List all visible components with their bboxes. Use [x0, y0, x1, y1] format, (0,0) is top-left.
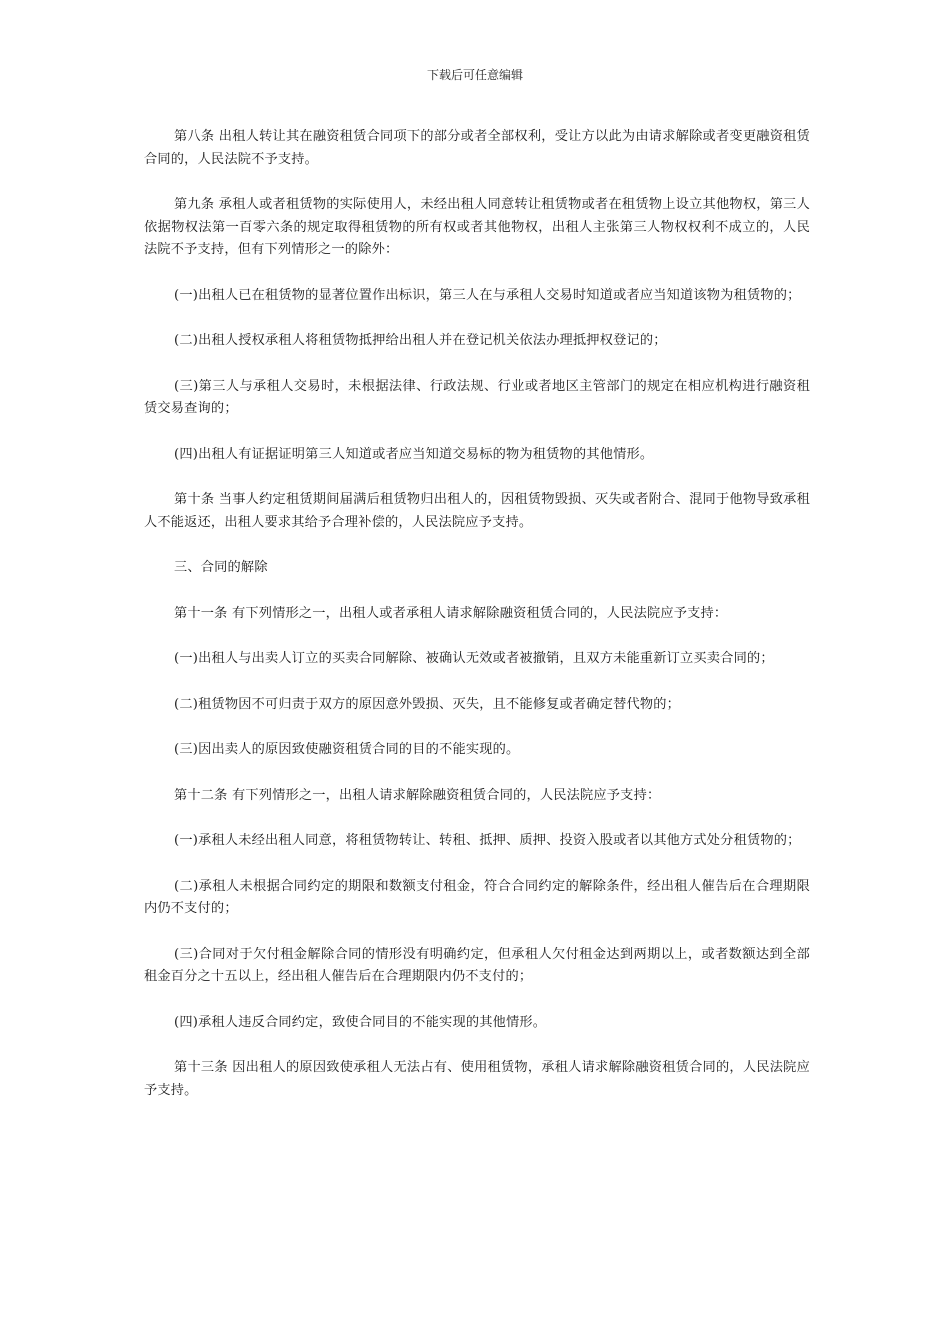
article-12-item-1: (一)承租人未经出租人同意，将租赁物转让、转租、抵押、质押、投资入股或者以其他方式处分租赁物的；	[174, 833, 801, 848]
article-13: 第十三条 因出租人的原因致使承租人无法占有、使用租赁物，承租人请求解除融资租赁合同的，人民法院应予支持。	[144, 1060, 810, 1098]
article-9-item-3: (三)第三人与承租人交易时，未根据法律、行政法规、行业或者地区主管部门的规定在相应机构进行融资租赁交易查询的；	[144, 378, 810, 416]
article-9-item-1: (一)出租人已在租赁物的显著位置作出标识，第三人在与承租人交易时知道或者应当知道该物为租赁物的；	[174, 287, 801, 303]
article-12-item-2: (二)承租人未根据合同约定的期限和数额支付租金，符合合同约定的解除条件，经出租人催告后在合理期限内仍不支付的；	[144, 878, 810, 916]
article-11: 第十一条 有下列情形之一，出租人或者承租人请求解除融资租赁合同的，人民法院应予支持：	[174, 605, 728, 621]
article-11-item-2: (二)租赁物因不可归责于双方的原因意外毁损、灭失，且不能修复或者确定替代物的；	[174, 696, 681, 712]
article-9-item-4: (四)出租人有证据证明第三人知道或者应当知道交易标的物为租赁物的其他情形。	[174, 446, 654, 462]
article-12-item-4: (四)承租人违反合同约定，致使合同目的不能实现的其他情形。	[174, 1014, 547, 1030]
page-header: 下载后可任意编辑	[426, 68, 523, 82]
section-heading-contract-termination: 三、合同的解除	[174, 560, 268, 575]
article-9-item-2: (二)出租人授权承租人将租赁物抵押给出租人并在登记机关依法办理抵押权登记的；	[174, 333, 667, 348]
article-12-item-3: (三)合同对于欠付租金解除合同的情形没有明确约定，但承租人欠付租金达到两期以上，或者数额达到全部租金百分之十五以上，经出租人催告后在合理期限内仍不支付的；	[144, 946, 810, 984]
article-10: 第十条 当事人约定租赁期间届满后租赁物归出租人的，因租赁物毁损、灭失或者附合、混同于他物导致承租人不能返还，出租人要求其给予合理补偿的，人民法院应予支持。	[144, 492, 810, 530]
article-12: 第十二条 有下列情形之一，出租人请求解除融资租赁合同的，人民法院应予支持：	[174, 787, 661, 803]
article-11-item-1: (一)出租人与出卖人订立的买卖合同解除、被确认无效或者被撤销，且双方未能重新订立买卖合同的；	[174, 651, 774, 666]
article-8: 第八条 出租人转让其在融资租赁合同项下的部分或者全部权利，受让方以此为由请求解除或者变更融资租赁合同的，人民法院不予支持。	[144, 129, 810, 167]
article-9: 第九条 承租人或者租赁物的实际使用人，未经出租人同意转让租赁物或者在租赁物上设立其他物权，第三人依据物权法第一百零六条的规定取得租赁物的所有权或者其他物权，出租人主张第三人物权权利不成立的，人民法院不予支持，但有下列情形之一的除外：	[144, 197, 810, 257]
document-body	[144, 126, 810, 1125]
article-11-item-3: (三)因出卖人的原因致使融资租赁合同的目的不能实现的。	[174, 742, 520, 757]
